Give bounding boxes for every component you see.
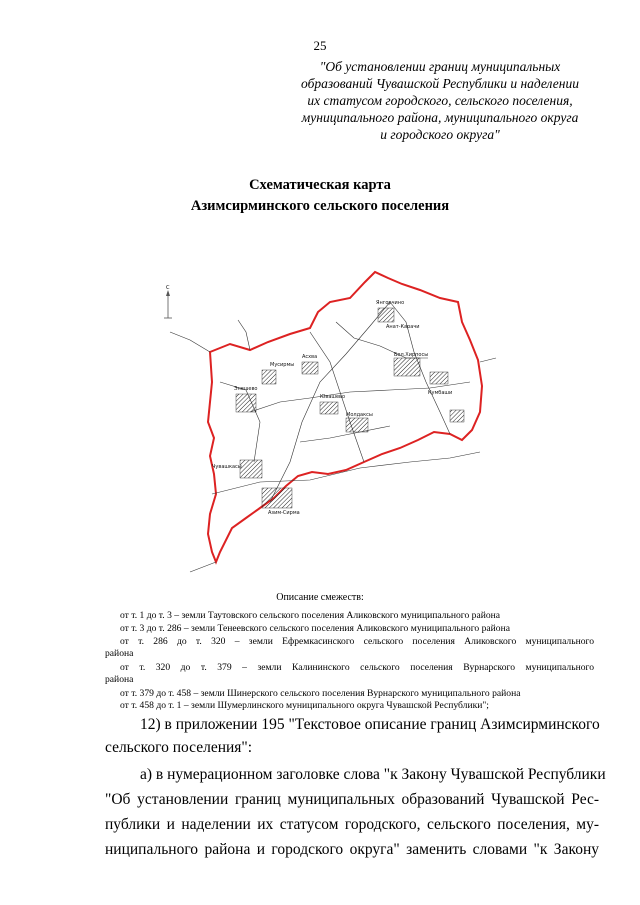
map-label: Кумбаши [428, 390, 453, 396]
adjacency-line: от т. 286 до т. 320 – земли Ефремкасинского сельского поселения Аликовского муниципального [120, 636, 594, 647]
settlement-area [394, 358, 420, 376]
map-label: Ювашево [320, 394, 346, 400]
map-title [0, 175, 640, 217]
settlement-boundary [208, 272, 482, 562]
header-quote-line: муниципального района, муниципального округа [301, 110, 579, 125]
body-text-line: публики и наделении их статусом городского, сельского поселения, му- [105, 816, 599, 833]
adjacency-line: от т. 458 до т. 1 – земли Шумерлинского муниципального округа Чувашской Республики"; [120, 700, 489, 711]
road-line [300, 426, 390, 442]
body-text-line: "Об установлении границ муниципальных образований Чувашской Рес- [105, 791, 599, 808]
map-label: Бол.Хирпосы [394, 352, 429, 358]
road-line [250, 382, 470, 412]
map-label: Мусирмы [270, 362, 295, 368]
north-mark: С [166, 285, 170, 291]
adjacency-line: от т. 3 до т. 286 – земли Тенеевского сельского поселения Аликовского муниципального района [120, 623, 510, 634]
map-label: Азим-Сирма [268, 510, 300, 516]
road-line [480, 358, 496, 362]
map-title-line: Азимсирминского сельского поселения [190, 198, 450, 214]
road-line [170, 332, 210, 352]
header-quote-line: образований Чувашской Республики и наделении [301, 76, 579, 91]
page-number: 25 [313, 38, 327, 53]
header-quote [270, 58, 610, 143]
schematic-map [150, 262, 510, 582]
adjacency-title: Описание смежеств: [276, 592, 364, 603]
map-label: Молдаксы [346, 412, 373, 418]
settlement-area [450, 410, 464, 422]
map-label: Энешево [234, 386, 258, 392]
body-text-line: сельского поселения": [105, 739, 253, 756]
header-quote-line: их статусом городского, сельского поселения, [307, 93, 573, 108]
body-text-line: ниципального района и городского округа" заменить словами "к Закону [105, 841, 599, 858]
header-quote-line: и городского округа" [380, 127, 500, 142]
map-title-line: Схематическая карта [249, 177, 391, 193]
adjacency-line: от т. 320 до т. 379 – земли Калининского сельского поселения Вурнарского муниципального [120, 662, 594, 673]
adjacency-line-continued: района [105, 648, 134, 659]
map-label: Анат-Карачи [386, 324, 420, 330]
road-line [190, 562, 216, 572]
adjacency-line: от т. 1 до т. 3 – земли Таутовского сельского поселения Аликовского муниципального района [120, 610, 501, 621]
settlement-area [320, 402, 338, 414]
settlement-area [262, 488, 292, 508]
adjacency-line-continued: района [105, 674, 134, 685]
map-label: Янгорчино [376, 300, 405, 306]
settlement-area [378, 308, 394, 322]
body-text-line: 12) в приложении 195 "Текстовое описание границ Азимсирминского [140, 716, 600, 733]
settlement-area [240, 460, 262, 478]
settlement-area [262, 370, 276, 384]
map-label: Чувашкасы [212, 464, 242, 470]
settlement-area [236, 394, 256, 412]
settlement-area [346, 418, 368, 432]
body-text-line: а) в нумерационном заголовке слова "к Закону Чувашской Республики [140, 766, 606, 783]
map-label: Асхва [302, 354, 318, 360]
header-quote-line: "Об установлении границ муниципальных [319, 59, 561, 74]
adjacency-line: от т. 379 до т. 458 – земли Шинерского сельского поселения Вурнарского муниципального района [120, 688, 521, 699]
settlement-area [430, 372, 448, 384]
road-line [238, 320, 250, 350]
settlement-area [302, 362, 318, 374]
